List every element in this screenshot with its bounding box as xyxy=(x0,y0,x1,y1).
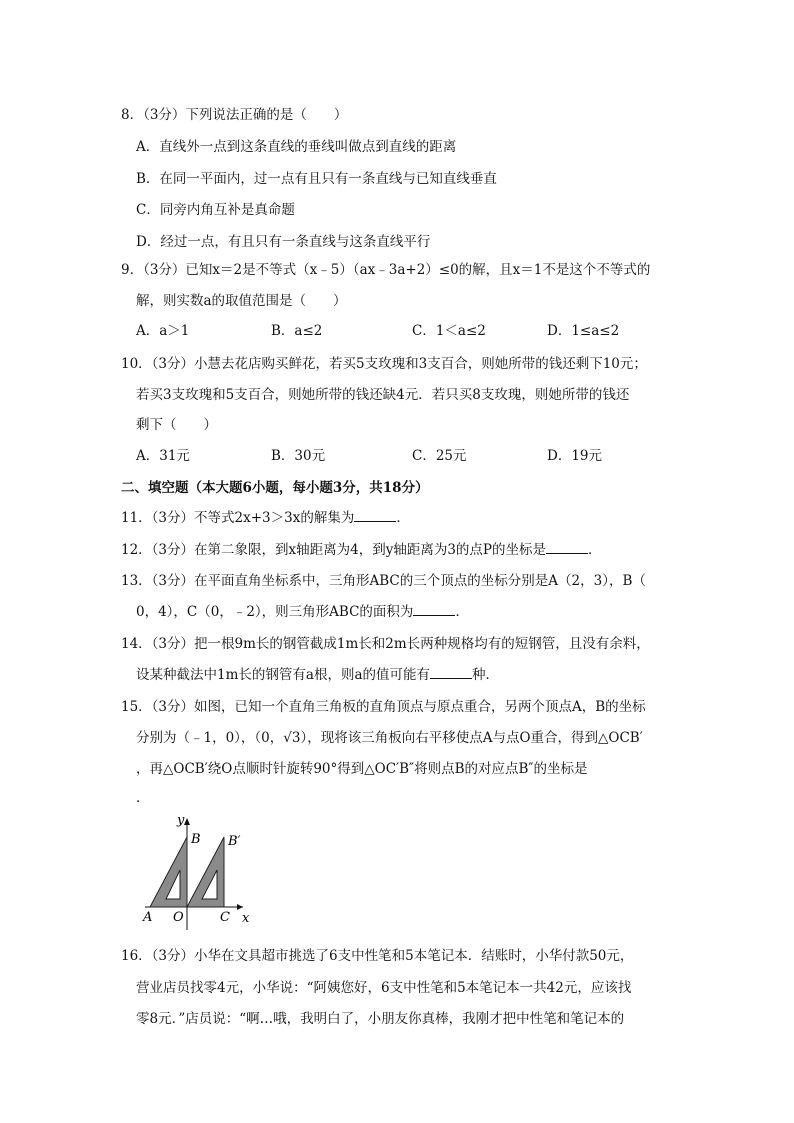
q10-line-1: 10．（3分）小慧去花店购买鲜花，若买5支玫瑰和3支百合，则她所带的钱还剩下10元； xyxy=(121,356,647,372)
q16-line-3: 零8元．”店员说：“啊…哦，我明白了，小朋友你真棒，我刚才把中性笔和笔记本的 xyxy=(136,1011,625,1027)
triangle-ocb-prime xyxy=(187,837,224,907)
q14-text: 设某种截法中1m长的钢管有a根，则a的值可能有 xyxy=(136,667,430,683)
label-c: C xyxy=(220,910,230,925)
q14-line-1: 14．（3分）把一根9m长的钢管截成1m长和2m长两种规格均有的短钢管，且没有余料， xyxy=(121,636,650,652)
q10-line-3: 剩下（ ） xyxy=(136,417,217,433)
q15-line-1: 15．（3分）如图，已知一个直角三角板的直角顶点与原点重合，另两个顶点A，B的坐标 xyxy=(121,699,646,715)
section-2-heading: 二、填空题（本大题6小题，每小题3分，共18分） xyxy=(121,480,429,496)
q13-line-1: 13．（3分）在平面直角坐标系中，三角形ABC的三个顶点的坐标分别是A（2，3），B（ xyxy=(121,573,646,589)
q10-option-d: D．19元 xyxy=(547,448,603,464)
q16-line-2: 营业店员找零4元，小华说：“阿姨您好，6支中性笔和5本笔记本一共42元，应该找 xyxy=(136,980,632,996)
q10-option-b: B．30元 xyxy=(271,448,326,464)
q12-text: 12．（3分）在第二象限，到x轴距离为4，到y轴距离为3的点P的坐标是 xyxy=(121,542,547,558)
q15-line-2: 分别为（﹣1，0），（0，√3），现将该三角板向右平移使点A与点O重合，得到△OCB′ xyxy=(136,730,643,746)
q9-option-a: A．a＞1 xyxy=(136,323,190,339)
q12-end: ． xyxy=(588,542,602,558)
triangle-figure xyxy=(140,812,255,934)
q8-option-c: C．同旁内角互补是真命题 xyxy=(136,202,295,218)
q14-answer-blank xyxy=(430,666,472,679)
q13-text: 0，4），C（0，﹣2），则三角形ABC的面积为 xyxy=(136,604,414,620)
q11-end: ． xyxy=(396,510,410,526)
q12-answer-blank xyxy=(546,541,588,554)
q8-option-a: A．直线外一点到这条直线的垂线叫做点到直线的距离 xyxy=(136,139,457,155)
label-b-prime: B′ xyxy=(228,834,241,849)
q10-option-a: A．31元 xyxy=(136,448,190,464)
q9-option-c: C．1＜a≤2 xyxy=(412,323,486,339)
q9-line-2: 解，则实数a的取值范围是（ ） xyxy=(136,293,347,309)
q9-line-1: 9．（3分）已知x＝2是不等式（x﹣5）（ax﹣3a+2）≤0的解，且x＝1不是这个不等式的 xyxy=(121,262,651,278)
q15-line-3: ，再△OCB′绕O点顺时针旋转90°得到△OC′B″将则点B的对应点B″的坐标是 xyxy=(136,761,588,777)
q11-text: 11．（3分）不等式2x+3＞3x的解集为 xyxy=(121,510,355,526)
label-y: y xyxy=(177,813,185,828)
triangle-aob xyxy=(150,837,187,907)
q8-stem: 8．（3分）下列说法正确的是（ ） xyxy=(121,107,348,123)
y-axis-arrow xyxy=(184,818,190,825)
q8-option-d: D．经过一点，有且只有一条直线与这条直线平行 xyxy=(136,234,431,250)
q10-option-c: C．25元 xyxy=(412,448,467,464)
q13-line-2 xyxy=(136,603,469,621)
q15-line-4: ． xyxy=(136,790,150,806)
q16-line-1: 16．（3分）小华在文具超市挑选了6支中性笔和5本笔记本．结账时，小华付款50元， xyxy=(121,948,634,964)
label-x: x xyxy=(242,911,250,926)
q13-end: ． xyxy=(455,604,469,620)
q8-option-b: B．在同一平面内，过一点有且只有一条直线与已知直线垂直 xyxy=(136,171,497,187)
q13-answer-blank xyxy=(413,603,455,616)
q12 xyxy=(121,541,602,559)
q10-line-2: 若买3支玫瑰和5支百合，则她所带的钱还缺4元．若只买8支玫瑰，则她所带的钱还 xyxy=(136,387,630,403)
q9-option-b: B．a≤2 xyxy=(271,323,323,339)
label-o: O xyxy=(173,910,184,925)
x-axis-arrow xyxy=(237,904,243,910)
q14-line-2 xyxy=(136,666,499,684)
q11-answer-blank xyxy=(354,509,396,522)
label-a: A xyxy=(143,910,153,925)
q9-option-d: D．1≤a≤2 xyxy=(547,323,620,339)
triangle-figure-svg xyxy=(140,812,255,934)
q14-end: 种． xyxy=(472,667,499,683)
q11 xyxy=(121,509,410,527)
label-b: B xyxy=(191,832,201,847)
